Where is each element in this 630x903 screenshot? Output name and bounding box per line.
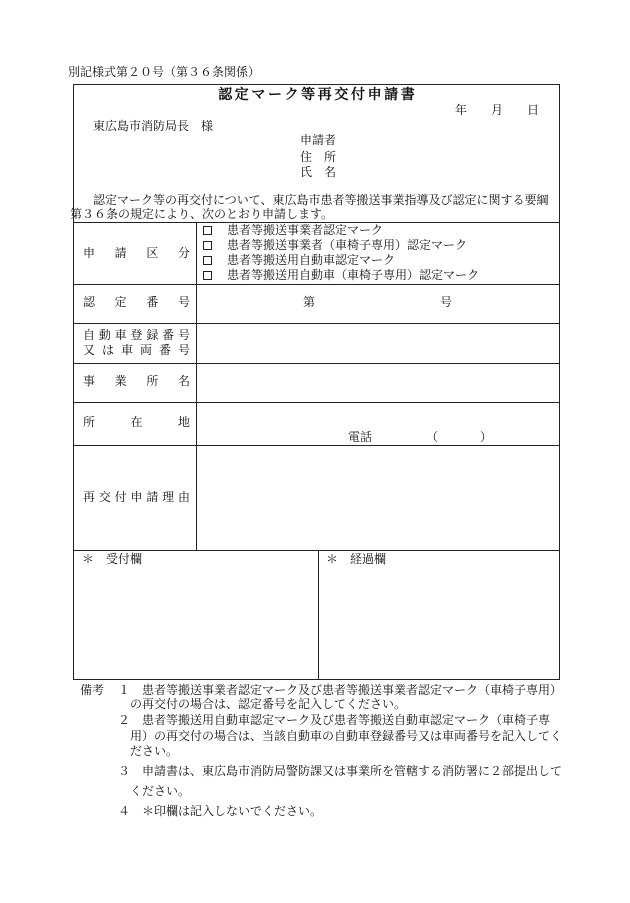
notes-heading: 備考 <box>80 683 105 697</box>
vehicle-number-label-line-2: 又は車両番号 <box>83 343 190 357</box>
reception-area <box>74 551 318 679</box>
note-number: ２ <box>118 713 131 727</box>
option-vehicle-wheelchair-mark: 患者等搬送用自動車（車椅子専用）認定マーク <box>227 268 480 282</box>
location-field <box>197 403 559 445</box>
applicant-name-label: 氏 名 <box>300 165 337 179</box>
form-reference: 別記様式第２０号（第３６条関係） <box>68 65 261 79</box>
office-name-field <box>197 364 559 402</box>
option-operator-wheelchair-mark: 患者等搬送事業者（車椅子専用）認定マーク <box>227 238 468 252</box>
note-line: の再交付の場合は、認定番号を記入してください。 <box>130 697 407 711</box>
note-number: ４ <box>118 804 131 818</box>
applicant-address-label: 住 所 <box>300 150 337 164</box>
intro-line-1: 認定マーク等の再交付について、東広島市患者等搬送事業指導及び認定に関する要綱 <box>93 193 549 207</box>
reason-label: 再交付申請理由 <box>83 490 190 504</box>
applicant-heading: 申請者 <box>300 133 337 147</box>
note-line: 患者等搬送事業者認定マーク及び患者等搬送事業者認定マーク（車椅子専用） <box>142 683 563 697</box>
note-line: 用）の再交付の場合は、当該自動車の自動車登録番号又は車両番号を記入してく <box>130 729 563 743</box>
option-operator-mark: 患者等搬送事業者認定マーク <box>227 223 384 237</box>
addressee: 東広島市消防局長 様 <box>93 119 214 133</box>
checkbox-vehicle-mark[interactable] <box>203 256 212 265</box>
cert-number-suffix: 号 <box>440 295 453 309</box>
office-name-label: 事業所名 <box>83 374 190 388</box>
reason-field <box>197 446 559 550</box>
progress-label: ＊ 経過欄 <box>326 552 387 566</box>
intro-line-2: 第３６条の規定により、次のとおり申請します。 <box>70 207 334 221</box>
note-line: 申請書は、東広島市消防局警防課又は事業所を管轄する消防署に２部提出して <box>142 764 563 778</box>
phone-paren-close: ） <box>480 430 493 444</box>
cert-number-label: 認定番号 <box>83 295 190 309</box>
vehicle-number-label-line-1: 自動車登録番号 <box>83 328 190 342</box>
reception-label: ＊ 受付欄 <box>82 552 143 566</box>
progress-area <box>319 551 559 679</box>
note-line: ださい。 <box>130 744 179 758</box>
category-label: 申請区分 <box>83 246 190 260</box>
cert-number-field <box>197 285 559 323</box>
form-title: 認定マーク等再交付申請書 <box>218 87 418 103</box>
cert-number-prefix: 第 <box>303 295 316 309</box>
note-line: ください。 <box>130 784 191 798</box>
note-number: ３ <box>118 764 131 778</box>
date-line: 年 月 日 <box>455 103 540 117</box>
checkbox-vehicle-wheelchair-mark[interactable] <box>203 271 212 280</box>
phone-label: 電話 <box>348 430 373 444</box>
vehicle-number-field <box>197 324 559 363</box>
note-line: 患者等搬送用自動車認定マーク及び患者等搬送自動車認定マーク（車椅子専 <box>142 713 551 727</box>
checkbox-operator-wheelchair-mark[interactable] <box>203 241 212 250</box>
note-line: ＊印欄は記入しないでください。 <box>142 804 323 818</box>
note-number: １ <box>118 683 131 697</box>
phone-paren-open: （ <box>426 430 439 444</box>
location-label: 所在地 <box>83 415 190 429</box>
checkbox-operator-mark[interactable] <box>203 226 212 235</box>
option-vehicle-mark: 患者等搬送用自動車認定マーク <box>227 253 396 267</box>
